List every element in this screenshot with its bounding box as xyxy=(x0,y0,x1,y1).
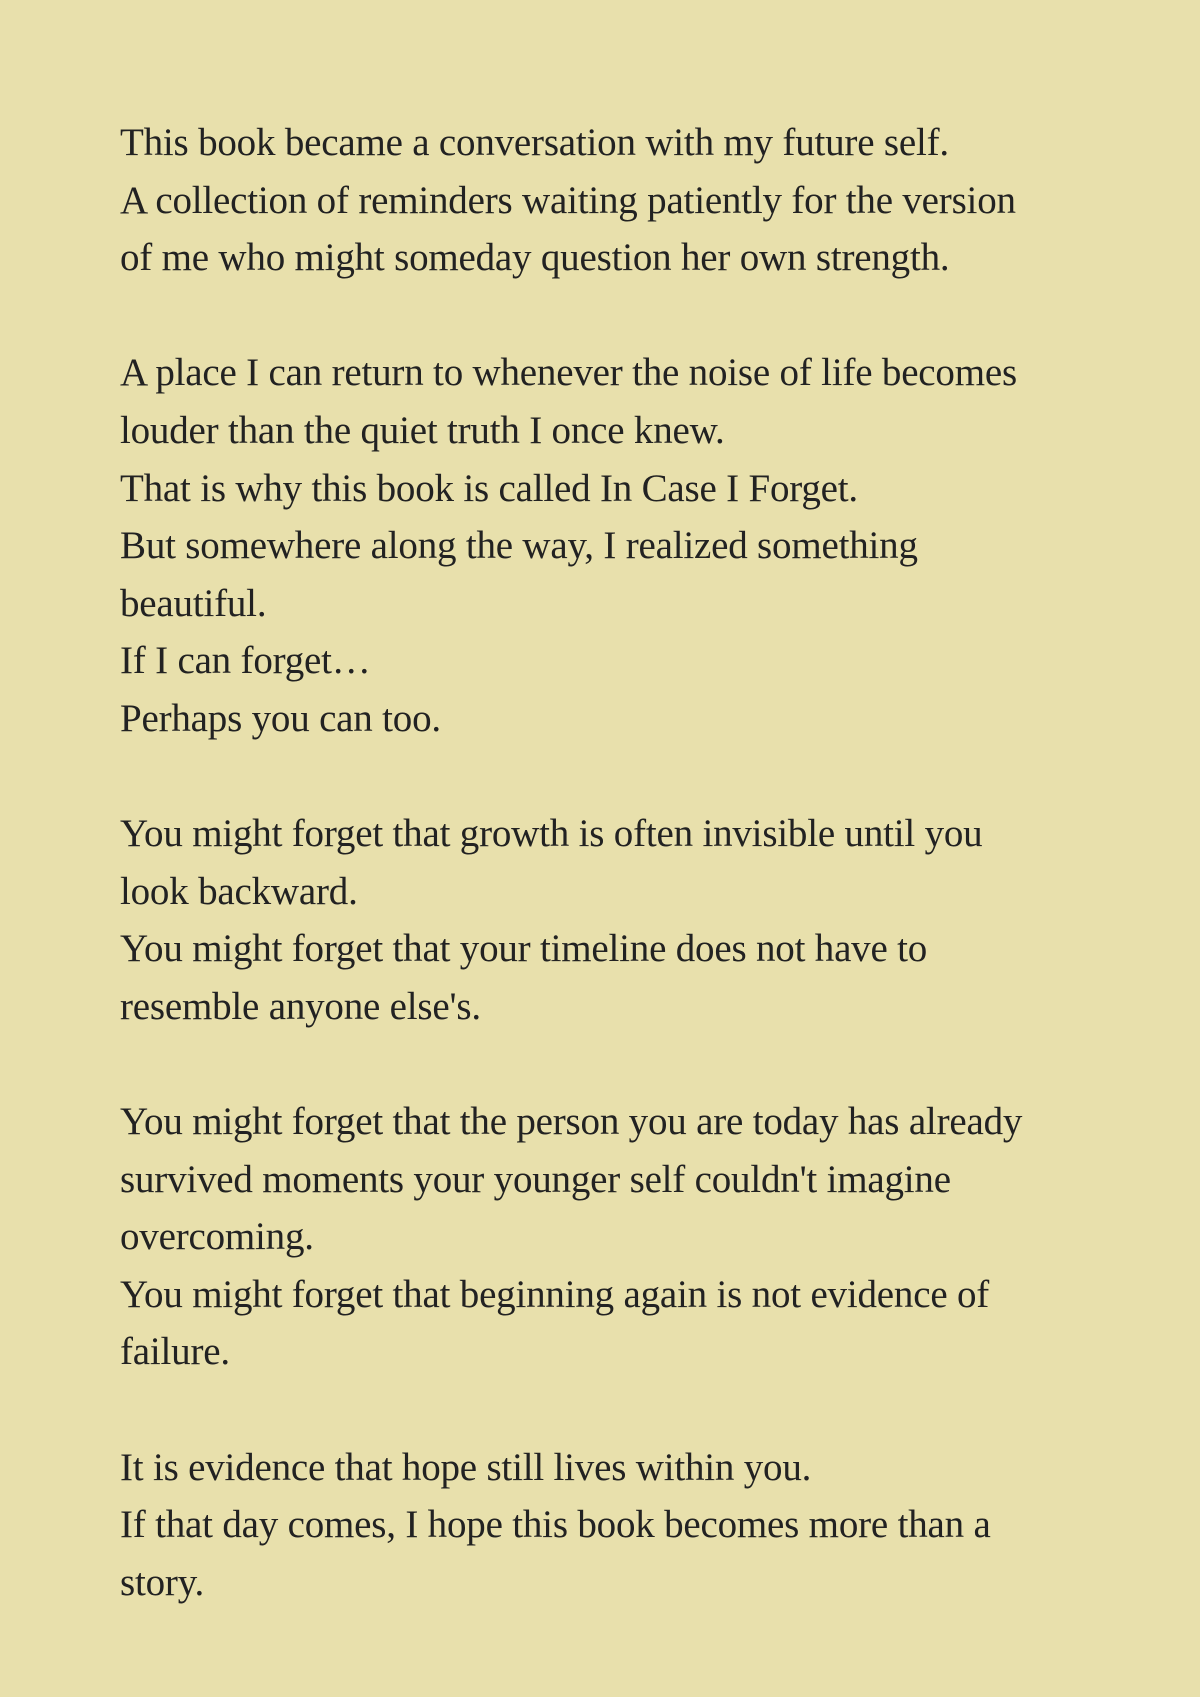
text-line: If I can forget… xyxy=(120,639,371,683)
paragraph xyxy=(120,344,1080,747)
text-line: Perhaps you can too. xyxy=(120,696,441,740)
text-line: resemble anyone else's. xyxy=(120,984,481,1028)
text-line: survived moments your younger self couldn't imagine xyxy=(120,1157,951,1201)
text-line: But somewhere along the way, I realized something xyxy=(120,524,918,568)
text-line: If that day comes, I hope this book becomes more than a xyxy=(120,1503,991,1547)
text-line: You might forget that the person you are today has already xyxy=(120,1100,1023,1144)
text-line: overcoming. xyxy=(120,1215,314,1259)
text-line: It is evidence that hope still lives within you. xyxy=(120,1445,812,1489)
text-line: You might forget that your timeline does not have to xyxy=(120,927,928,971)
paragraph xyxy=(120,114,1080,287)
text-line: This book became a conversation with my future self. xyxy=(120,121,949,164)
text-line: story. xyxy=(120,1560,205,1604)
text-line: You might forget that growth is often invisible until you xyxy=(120,812,983,856)
text-line: A collection of reminders waiting patiently for the version xyxy=(120,178,1016,222)
text-line: look backward. xyxy=(120,869,358,913)
text-line: louder than the quiet truth I once knew. xyxy=(120,408,725,452)
text-line: beautiful. xyxy=(120,581,267,625)
text-line: of me who might someday question her own strength. xyxy=(120,236,950,280)
text-line: You might forget that beginning again is not evidence of xyxy=(120,1272,990,1316)
text-line: A place I can return to whenever the noise of life becomes xyxy=(120,351,1017,395)
paragraph xyxy=(120,1439,1080,1612)
paragraph xyxy=(120,1093,1080,1381)
text-line: failure. xyxy=(120,1330,230,1374)
paragraph xyxy=(120,805,1080,1035)
text-line: That is why this book is called In Case I Forget. xyxy=(120,466,858,510)
